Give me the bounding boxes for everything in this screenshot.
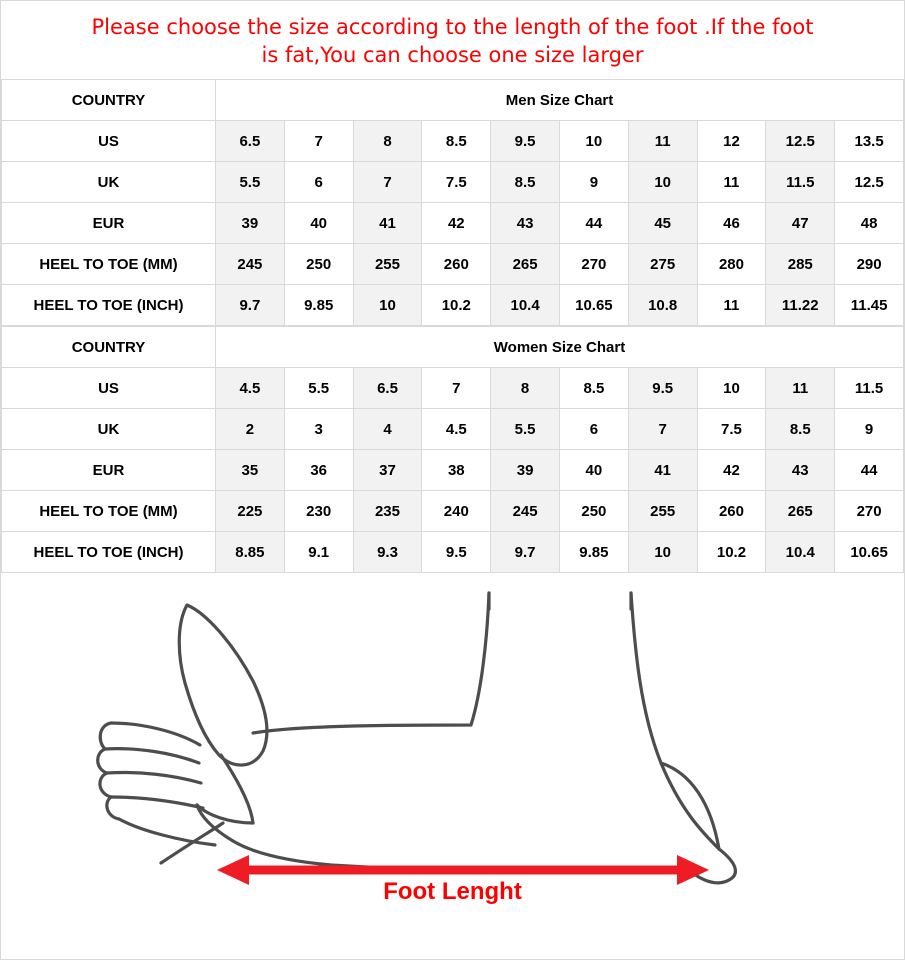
men-us-9: 13.5: [835, 121, 904, 162]
men-eur-1: 40: [284, 203, 353, 244]
women-inch-6: 10: [628, 532, 697, 573]
men-mm-6: 275: [628, 244, 697, 285]
women-inch-1: 9.1: [284, 532, 353, 573]
women-row-label-us: US: [2, 368, 216, 409]
men-chart-title: Men Size Chart: [216, 80, 904, 121]
men-us-0: 6.5: [216, 121, 285, 162]
women-uk-0: 2: [216, 409, 285, 450]
women-us-7: 10: [697, 368, 766, 409]
women-eur-0: 35: [216, 450, 285, 491]
women-us-1: 5.5: [284, 368, 353, 409]
men-uk-8: 11.5: [766, 162, 835, 203]
table-row: [2, 450, 904, 491]
men-uk-0: 5.5: [216, 162, 285, 203]
men-inch-2: 10: [353, 285, 422, 326]
women-inch-2: 9.3: [353, 532, 422, 573]
men-mm-2: 255: [353, 244, 422, 285]
women-inch-9: 10.65: [835, 532, 904, 573]
men-mm-0: 245: [216, 244, 285, 285]
men-mm-5: 270: [559, 244, 628, 285]
women-eur-3: 38: [422, 450, 491, 491]
men-row-label-mm: HEEL TO TOE (MM): [2, 244, 216, 285]
notice-line-2: is fat,You can choose one size larger: [261, 43, 644, 67]
men-uk-4: 8.5: [491, 162, 560, 203]
women-mm-1: 230: [284, 491, 353, 532]
men-size-table: [1, 79, 904, 326]
men-eur-7: 46: [697, 203, 766, 244]
men-row-label-us: US: [2, 121, 216, 162]
table-row: [2, 203, 904, 244]
table-row: [2, 409, 904, 450]
men-inch-4: 10.4: [491, 285, 560, 326]
women-us-8: 11: [766, 368, 835, 409]
table-row: [2, 80, 904, 121]
women-mm-6: 255: [628, 491, 697, 532]
table-row: [2, 285, 904, 326]
women-mm-5: 250: [559, 491, 628, 532]
women-us-5: 8.5: [559, 368, 628, 409]
women-uk-4: 5.5: [491, 409, 560, 450]
men-inch-6: 10.8: [628, 285, 697, 326]
women-us-4: 8: [491, 368, 560, 409]
men-us-2: 8: [353, 121, 422, 162]
women-uk-9: 9: [835, 409, 904, 450]
women-uk-7: 7.5: [697, 409, 766, 450]
women-mm-7: 260: [697, 491, 766, 532]
men-inch-5: 10.65: [559, 285, 628, 326]
men-inch-1: 9.85: [284, 285, 353, 326]
notice-line-1: Please choose the size according to the length of the foot .If the foot: [91, 15, 814, 39]
foot-measurement-diagram: [1, 573, 904, 918]
men-eur-3: 42: [422, 203, 491, 244]
men-country-header: COUNTRY: [2, 80, 216, 121]
women-eur-9: 44: [835, 450, 904, 491]
men-eur-9: 48: [835, 203, 904, 244]
table-row: [2, 244, 904, 285]
men-uk-5: 9: [559, 162, 628, 203]
men-mm-4: 265: [491, 244, 560, 285]
foot-outline-illustration: [1, 573, 904, 918]
women-size-table: [1, 326, 904, 573]
women-row-label-uk: UK: [2, 409, 216, 450]
women-row-label-mm: HEEL TO TOE (MM): [2, 491, 216, 532]
men-mm-3: 260: [422, 244, 491, 285]
men-us-7: 12: [697, 121, 766, 162]
foot-length-label: Foot Lenght: [383, 878, 522, 905]
women-mm-2: 235: [353, 491, 422, 532]
women-us-0: 4.5: [216, 368, 285, 409]
men-mm-7: 280: [697, 244, 766, 285]
women-us-2: 6.5: [353, 368, 422, 409]
women-uk-8: 8.5: [766, 409, 835, 450]
women-inch-5: 9.85: [559, 532, 628, 573]
women-chart-title: Women Size Chart: [216, 327, 904, 368]
men-us-1: 7: [284, 121, 353, 162]
men-eur-2: 41: [353, 203, 422, 244]
women-eur-1: 36: [284, 450, 353, 491]
table-row: [2, 532, 904, 573]
women-inch-4: 9.7: [491, 532, 560, 573]
men-us-8: 12.5: [766, 121, 835, 162]
women-inch-7: 10.2: [697, 532, 766, 573]
women-us-9: 11.5: [835, 368, 904, 409]
men-uk-6: 10: [628, 162, 697, 203]
women-eur-5: 40: [559, 450, 628, 491]
women-mm-8: 265: [766, 491, 835, 532]
women-mm-9: 270: [835, 491, 904, 532]
men-eur-6: 45: [628, 203, 697, 244]
men-inch-8: 11.22: [766, 285, 835, 326]
women-inch-3: 9.5: [422, 532, 491, 573]
men-eur-8: 47: [766, 203, 835, 244]
women-us-6: 9.5: [628, 368, 697, 409]
men-row-label-uk: UK: [2, 162, 216, 203]
men-uk-1: 6: [284, 162, 353, 203]
men-us-6: 11: [628, 121, 697, 162]
women-eur-2: 37: [353, 450, 422, 491]
men-row-label-eur: EUR: [2, 203, 216, 244]
women-eur-4: 39: [491, 450, 560, 491]
men-inch-9: 11.45: [835, 285, 904, 326]
men-uk-9: 12.5: [835, 162, 904, 203]
men-us-5: 10: [559, 121, 628, 162]
women-inch-0: 8.85: [216, 532, 285, 573]
women-inch-8: 10.4: [766, 532, 835, 573]
women-us-3: 7: [422, 368, 491, 409]
men-uk-7: 11: [697, 162, 766, 203]
women-uk-5: 6: [559, 409, 628, 450]
women-mm-3: 240: [422, 491, 491, 532]
men-eur-4: 43: [491, 203, 560, 244]
women-row-label-eur: EUR: [2, 450, 216, 491]
men-eur-0: 39: [216, 203, 285, 244]
women-uk-3: 4.5: [422, 409, 491, 450]
women-uk-2: 4: [353, 409, 422, 450]
men-row-label-inch: HEEL TO TOE (INCH): [2, 285, 216, 326]
women-mm-0: 225: [216, 491, 285, 532]
women-eur-6: 41: [628, 450, 697, 491]
men-mm-8: 285: [766, 244, 835, 285]
table-row: [2, 121, 904, 162]
men-us-4: 9.5: [491, 121, 560, 162]
women-mm-4: 245: [491, 491, 560, 532]
women-country-header: COUNTRY: [2, 327, 216, 368]
men-inch-3: 10.2: [422, 285, 491, 326]
table-row: [2, 162, 904, 203]
men-eur-5: 44: [559, 203, 628, 244]
women-eur-7: 42: [697, 450, 766, 491]
men-inch-7: 11: [697, 285, 766, 326]
men-us-3: 8.5: [422, 121, 491, 162]
women-eur-8: 43: [766, 450, 835, 491]
men-inch-0: 9.7: [216, 285, 285, 326]
women-uk-6: 7: [628, 409, 697, 450]
women-row-label-inch: HEEL TO TOE (INCH): [2, 532, 216, 573]
table-row: [2, 491, 904, 532]
men-mm-1: 250: [284, 244, 353, 285]
men-mm-9: 290: [835, 244, 904, 285]
table-row: [2, 368, 904, 409]
women-uk-1: 3: [284, 409, 353, 450]
men-uk-3: 7.5: [422, 162, 491, 203]
men-uk-2: 7: [353, 162, 422, 203]
sizing-notice: [1, 1, 904, 79]
table-row: [2, 327, 904, 368]
